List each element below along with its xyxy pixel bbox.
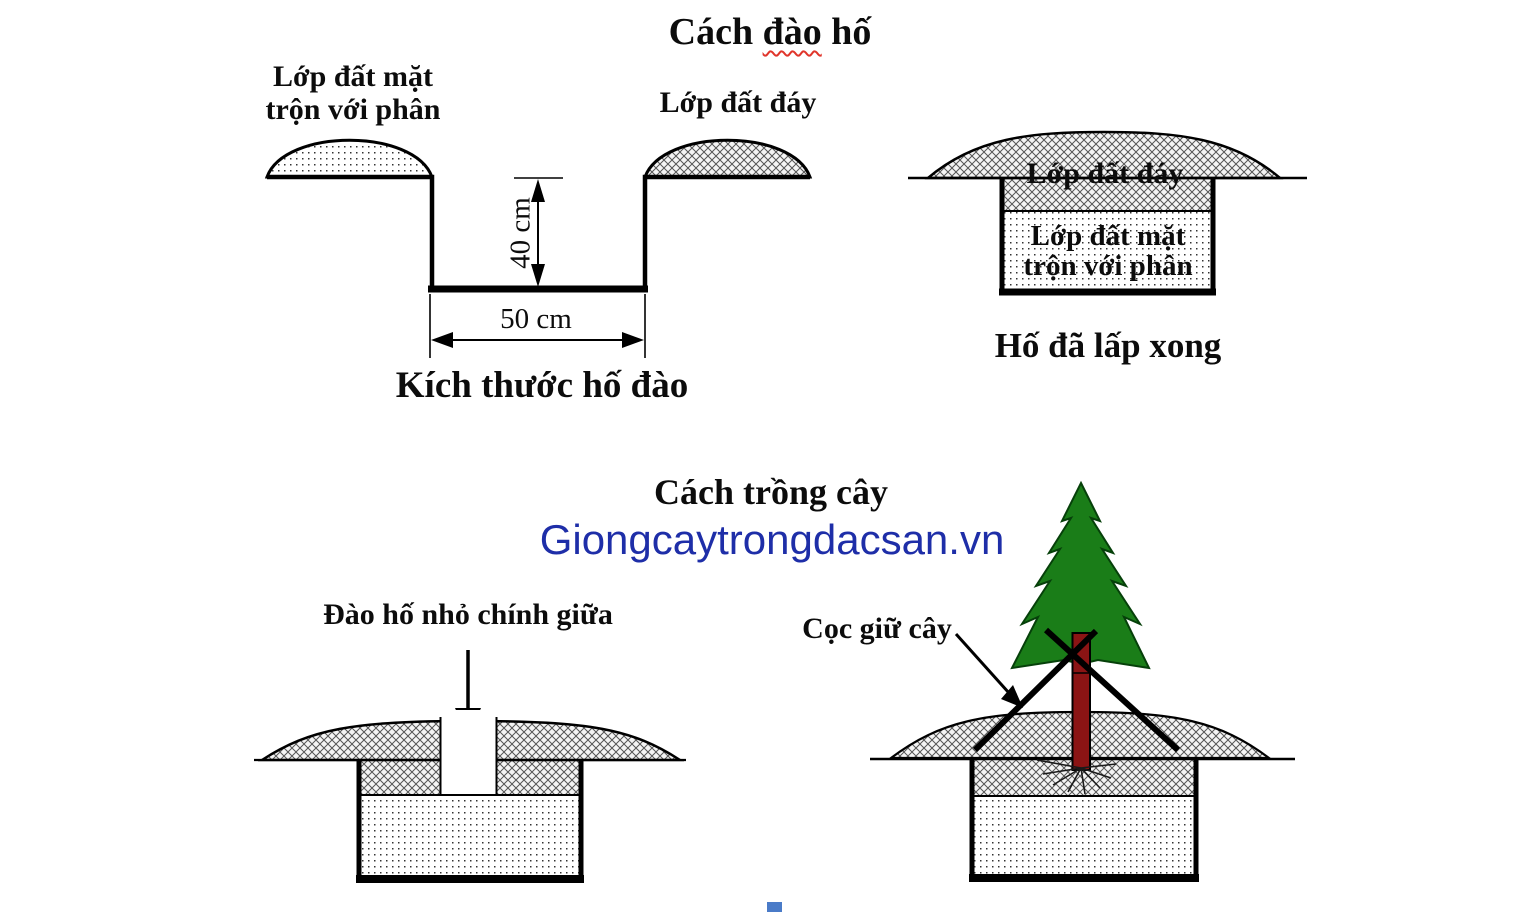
- center-notch: [440, 710, 497, 794]
- center-hole-label: Đào hố nhỏ chính giữa: [323, 598, 613, 631]
- topsoil-mound-label: [266, 60, 441, 126]
- blue-marker: [767, 902, 782, 912]
- subsoil-mound: [645, 140, 810, 177]
- center-hole-diagram: [254, 650, 686, 879]
- page-title-plant: Cách trồng cây: [654, 472, 888, 512]
- topsoil-mound: [267, 140, 432, 177]
- width-arrowhead-left: [431, 332, 453, 348]
- filled-bottom-layer-label: [1023, 221, 1192, 281]
- topsoil-layer-fill: [972, 797, 1196, 877]
- filled-top-layer-label: Lớp đất đáy: [1026, 157, 1184, 190]
- width-dimension-label: 50 cm: [500, 303, 572, 335]
- depth-dimension-label: 40 cm: [504, 197, 537, 269]
- width-arrowhead-right: [622, 332, 644, 348]
- topsoil-layer-fill: [359, 796, 581, 878]
- watermark-text: Giongcaytrongdacsan.vn: [539, 516, 1005, 563]
- stake-pointer-shaft: [956, 634, 1009, 693]
- dug-hole-caption: Kích thước hố đào: [395, 365, 689, 406]
- title-word-3: hố: [821, 11, 872, 53]
- filled-bottom-layer-label-line2: trộn với phân: [1023, 250, 1193, 282]
- topsoil-mound-label-line1: Lớp đất mặt: [273, 60, 433, 93]
- filled-hole-caption: Hố đã lấp xong: [994, 326, 1222, 365]
- stake-label: Cọc giữ cây: [802, 612, 952, 645]
- subsoil-mound-label: Lớp đất đáy: [659, 86, 817, 119]
- title-word-2-spellchecked: đào: [762, 11, 822, 53]
- filled-bottom-layer-label-line1: Lớp đất mặt: [1030, 220, 1186, 252]
- title-word-1: Cách: [668, 11, 763, 53]
- page-title-dig: [669, 12, 872, 53]
- topsoil-mound-label-line2: trộn với phân: [265, 93, 441, 126]
